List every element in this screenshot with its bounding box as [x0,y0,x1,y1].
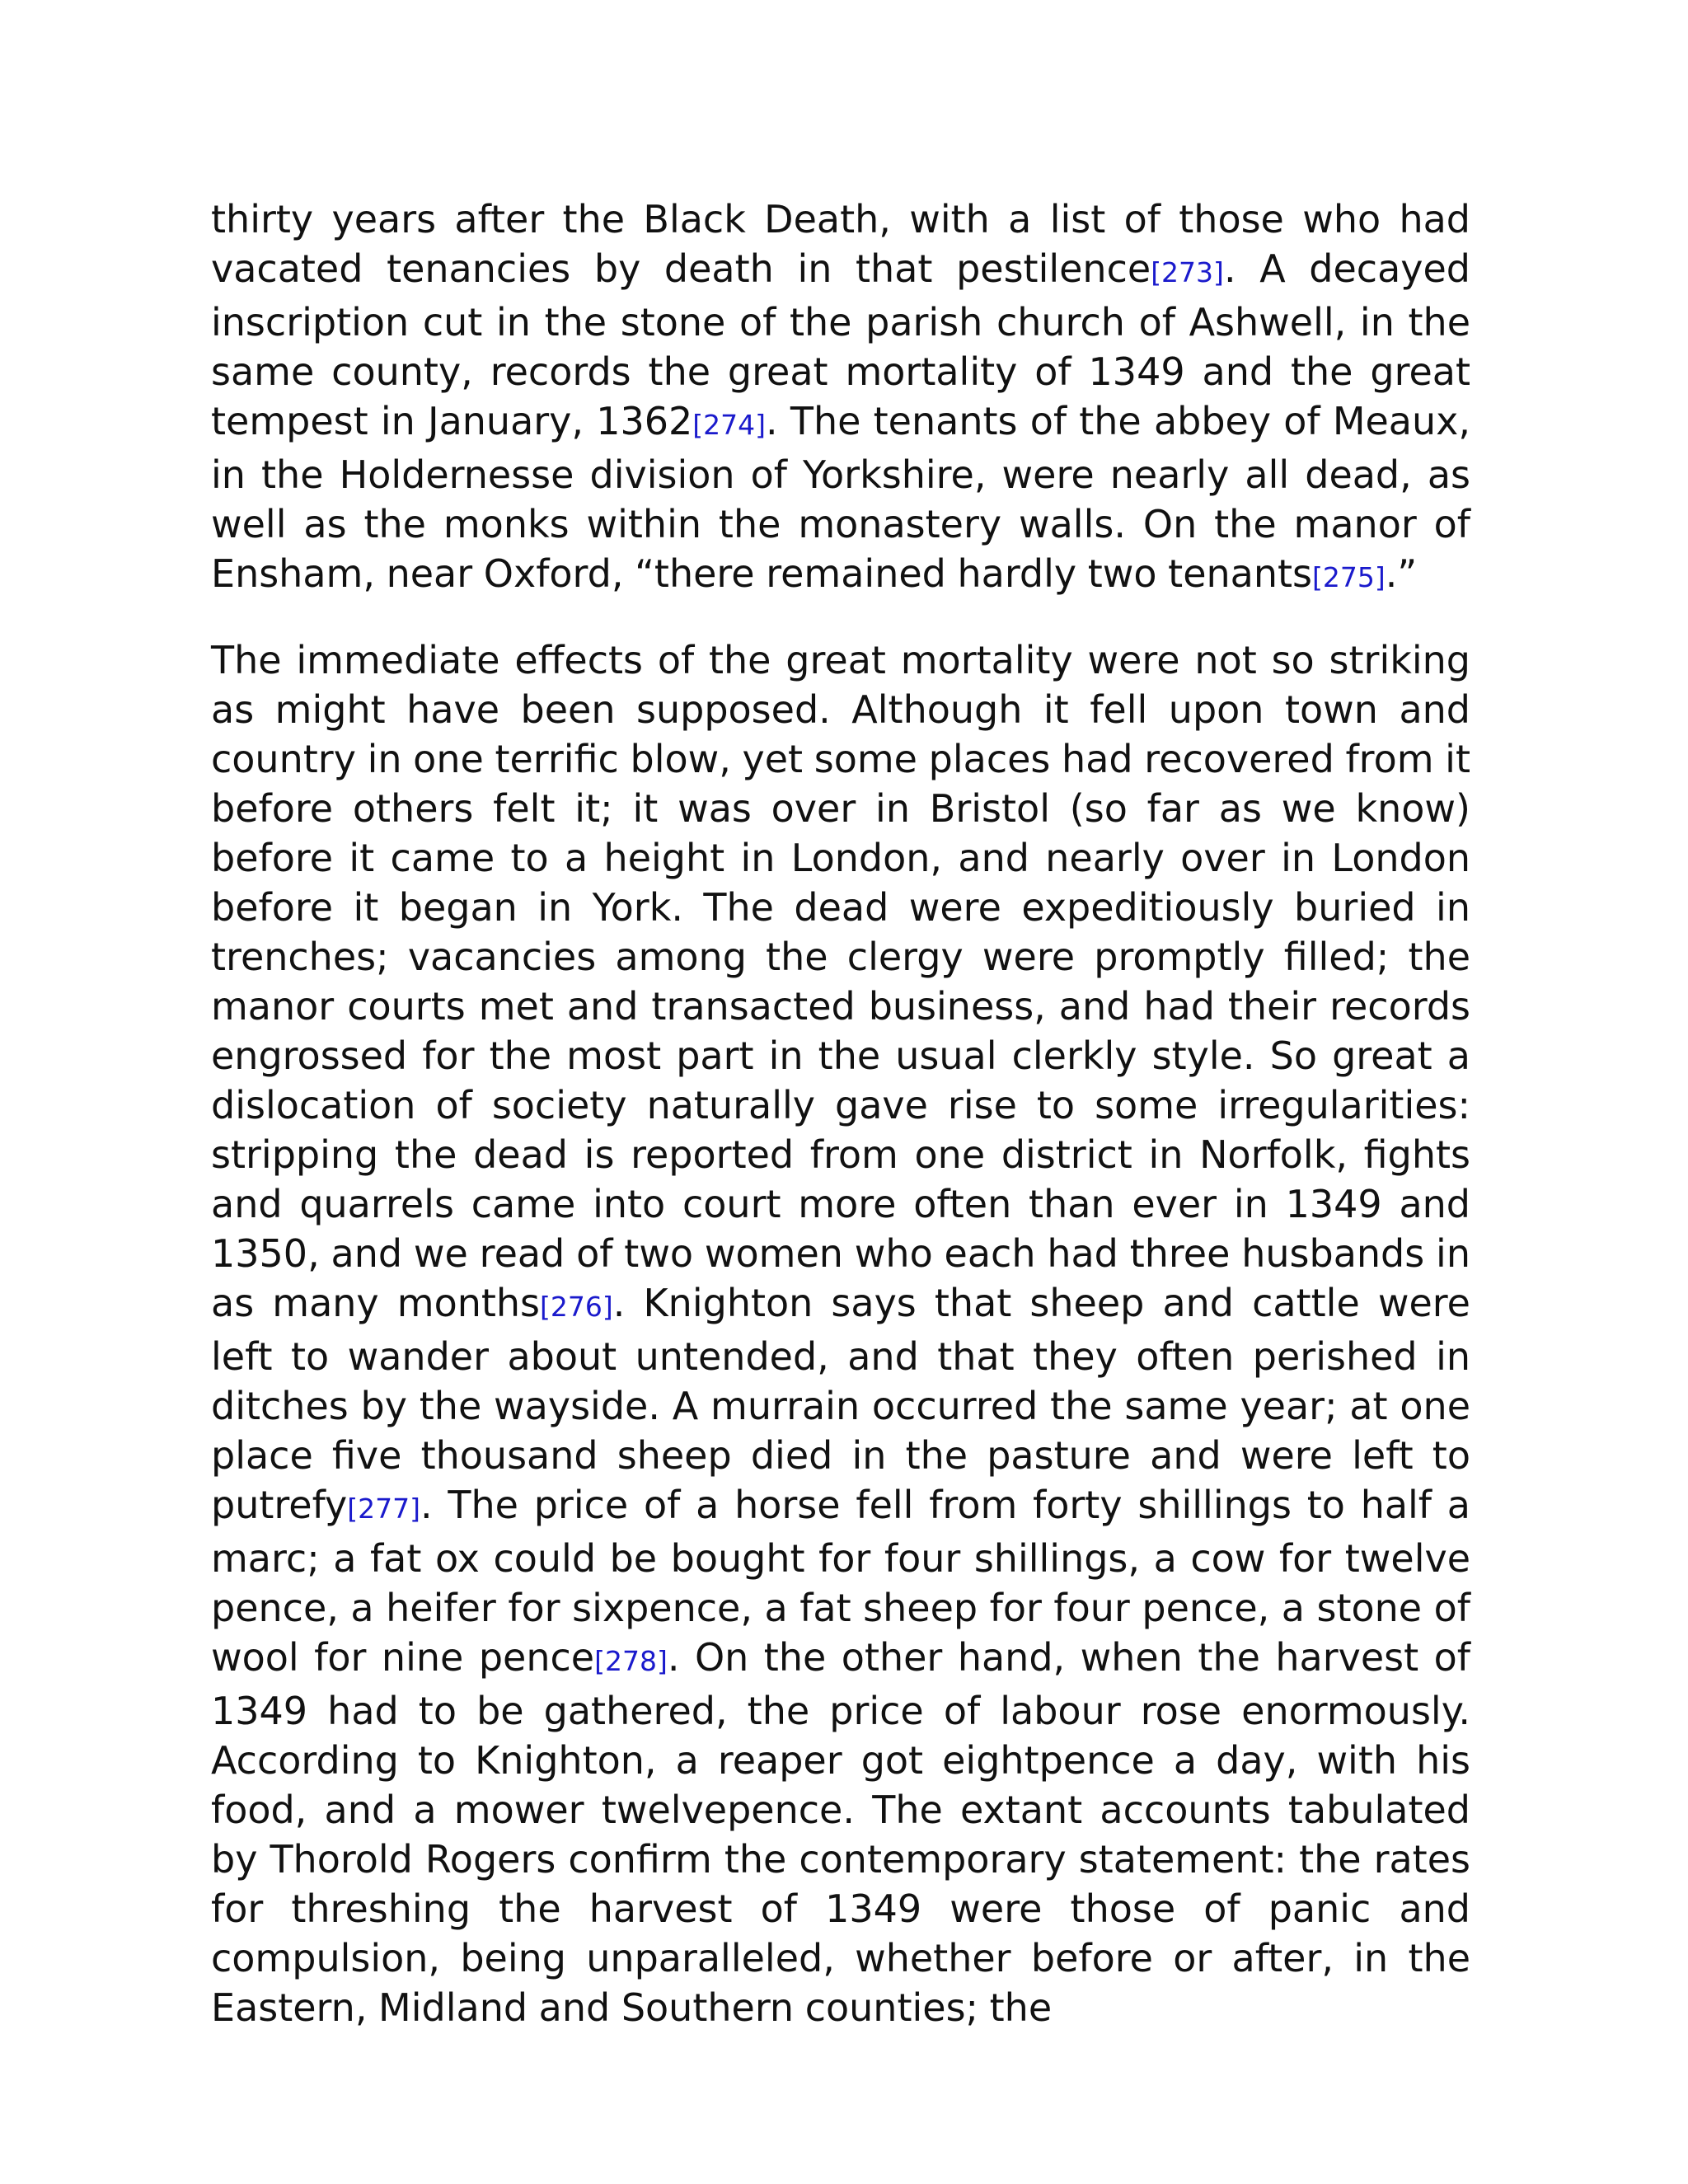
footnote-ref-273[interactable]: [273] [1151,256,1224,288]
paragraph-text: . On the other hand, when the harvest of 1349 had to be gathered, the price of labour rose enormously. According to Knighton, a reaper got eightpence a day, with his food, and a mower twelvepence. The extant accounts tabulated by Thorold Rogers confirm the contemporary statement: the rates for threshing the harvest of 1349 were those of panic and compulsion, being unparalleled, whether before or after, in the Eastern, Midland and Southern counties; the [211,1635,1470,2030]
paragraph-text: . A decayed inscription cut in the stone of the parish church of Ashwell, in the same county, records the great mortality of 1349 and the great tempest in January, 1362 [211,246,1471,443]
footnote-ref-275[interactable]: [275] [1312,561,1386,593]
paragraph-text: .” [1385,551,1418,596]
footnote-ref-274[interactable]: [274] [692,409,767,441]
paragraph-text: The immediate effects of the great mortality were not so striking as might have been supposed. Although it fell upon town and country in one terrific blow, yet some places had recovered from it before others felt it; it was over in Bristol (so far as we know) before it came to a height in London, and nearly over in London before it began in York. The dead were expeditiously buried in trenches; vacancies among the clergy were promptly filled; the manor courts met and transacted business, and had their records engrossed for the most part in the usual clerkly style. So great a dislocation of society naturally gave rise to some irregularities: stripping the dead is reported from one district in Norfolk, fights and quarrels came into court more often than ever in 1349 and 1350, and we read of two women who each had three husbands in as many months [211,638,1470,1325]
paragraph-text: thirty years after the Black Death, with a list of those who had vacated tenancies by death in that pestilence [211,197,1470,291]
footnote-ref-278[interactable]: [278] [594,1645,668,1677]
footnote-ref-277[interactable]: [277] [347,1493,420,1525]
page-body [211,194,1470,2065]
footnote-ref-276[interactable]: [276] [540,1291,613,1323]
paragraph-2 [211,635,1470,2032]
paragraph-text: . The price of a horse fell from forty shillings to half a marc; a fat ox could be bought for four shillings, a cow for twelve pence, a heifer for sixpence, a fat sheep for four pence, a stone of wool for nine pence [211,1483,1470,1680]
paragraph-text: . Knighton says that sheep and cattle were left to wander about untended, and that they often perished in ditches by the wayside. A murrain occurred the same year; at one place five thousand sheep died in the pasture and were left to putrefy [211,1281,1470,1527]
paragraph-text: . The tenants of the abbey of Meaux, in the Holdernesse division of Yorkshire, were nearly all dead, as well as the monks within the monastery walls. On the manor of Ensham, near Oxford, “there remained hardly two tenants [211,399,1470,596]
paragraph-1 [211,194,1470,602]
